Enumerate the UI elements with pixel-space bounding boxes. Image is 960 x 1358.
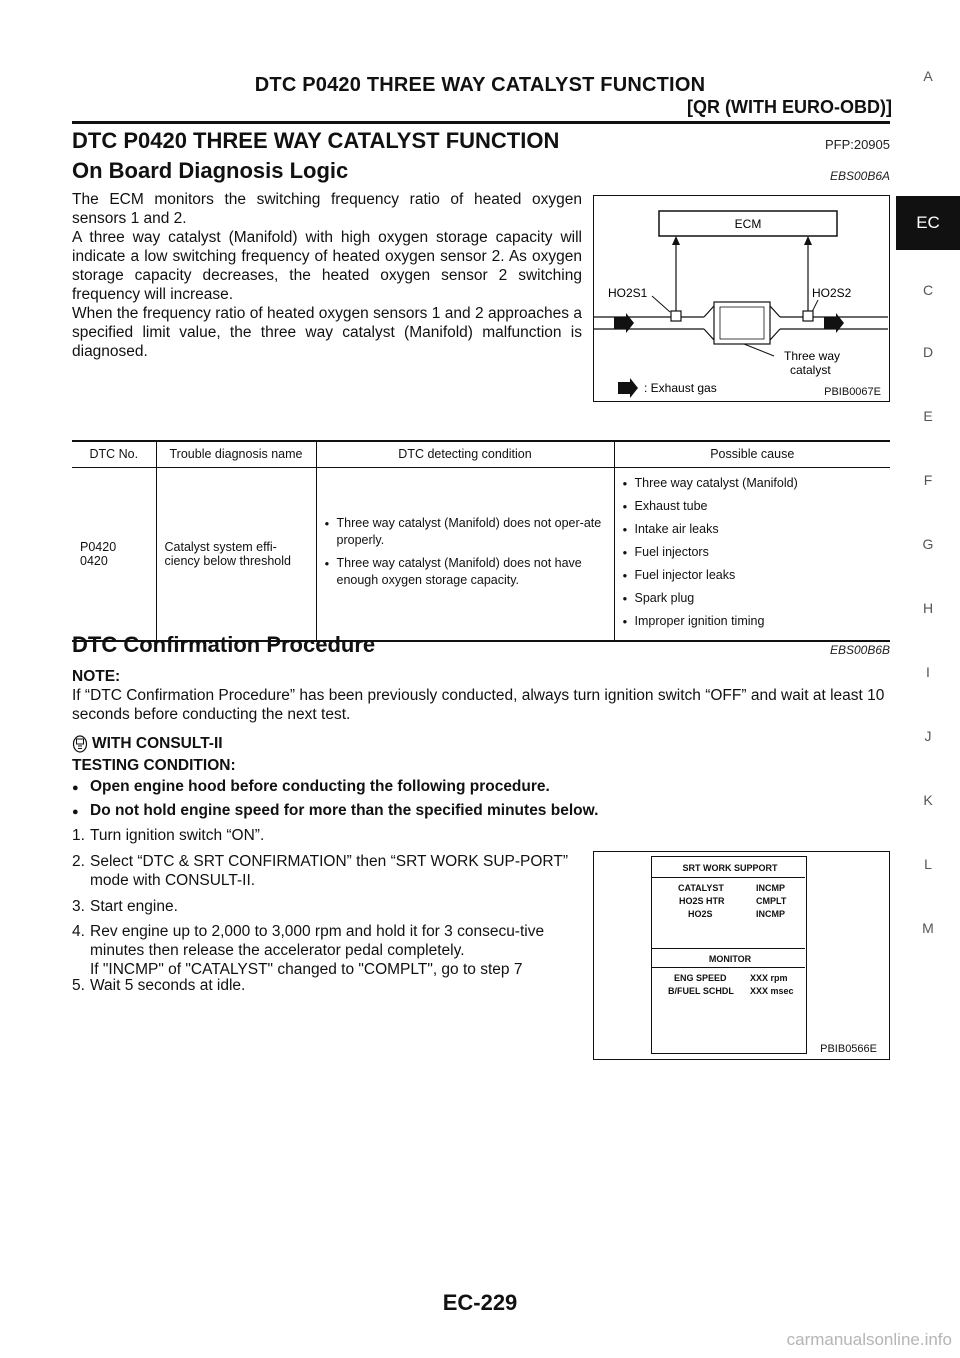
srt-item-label: CATALYST [678, 883, 724, 893]
consult-tool-icon [72, 735, 88, 753]
testing-condition-label: TESTING CONDITION: [72, 757, 236, 774]
ho2s1-arrow-icon [672, 236, 680, 245]
section-title-logic: On Board Diagnosis Logic [72, 158, 349, 183]
cause-item: ● Improper ignition timing [623, 613, 883, 630]
monitor-title: MONITOR [708, 954, 752, 964]
header-divider [72, 121, 890, 124]
step-number: 4. [72, 923, 85, 940]
procedure-step [72, 976, 582, 995]
tab-k[interactable]: K [923, 792, 933, 808]
monitor-item-label: ENG SPEED [674, 973, 727, 983]
procedure-step [72, 922, 582, 979]
condition-item: ● Three way catalyst (Manifold) does not have enough oxygen storage capacity. [325, 555, 606, 589]
section-code-main: PFP:20905 [824, 137, 890, 152]
procedure-step [72, 897, 582, 916]
ho2s1-label: HO2S1 [608, 286, 648, 300]
exhaust-diagram [593, 195, 890, 402]
logic-paragraph: When the frequency ratio of heated oxygen sensors 1 and 2 approaches a specified limit value, the three way catalyst (Manifold) malfunction is diagnosed. [72, 305, 582, 360]
step-number: 1. [72, 827, 85, 844]
condition-item: ● Three way catalyst (Manifold) does not oper-ate properly. [325, 515, 606, 549]
consult-label: WITH CONSULT-II [92, 735, 223, 752]
trouble-name-cell: Catalyst system effi-ciency below threshold [156, 467, 316, 641]
tab-i[interactable]: I [926, 664, 930, 680]
logic-paragraph: A three way catalyst (Manifold) with high oxygen storage capacity will indicate a low switching frequency of heated oxygen sensor 2. As oxygen storage capacity decreases, the heated oxygen sensor 2 switching frequency will increase. [72, 229, 582, 303]
step-extra-text: If "INCMP" of "CATALYST" changed to "COMPLT", go to step 7 [90, 961, 523, 978]
consult-heading [72, 734, 223, 753]
note-text: If “DTC Confirmation Procedure” has been previously conducted, always turn ignition switch “OFF” and wait at least 10 seconds before conducting the next test. [72, 687, 885, 723]
section-title-main: DTC P0420 THREE WAY CATALYST FUNCTION [72, 128, 560, 153]
consult-screen [651, 856, 807, 1054]
section-code-logic: EBS00B6A [829, 169, 890, 183]
tab-ec[interactable]: EC [896, 196, 960, 250]
ho2s2-arrow-icon [804, 236, 812, 245]
tab-m[interactable]: M [922, 920, 934, 936]
step-text: Wait 5 seconds at idle. [90, 977, 246, 994]
watermark: carmanualsonline.info [786, 1330, 952, 1349]
step-text: Turn ignition switch “ON”. [90, 827, 265, 844]
tab-e[interactable]: E [923, 408, 933, 424]
dtc-table [72, 440, 890, 642]
cause-item: ● Fuel injectors [623, 544, 883, 561]
step-text: Start engine. [90, 898, 178, 915]
logic-paragraph: The ECM monitors the switching frequency ratio of heated oxygen sensors 1 and 2. [72, 191, 582, 227]
srt-item-value: INCMP [756, 909, 785, 919]
tab-a[interactable]: A [923, 68, 933, 84]
ho2s2-label: HO2S2 [812, 286, 852, 300]
page-number: EC-229 [442, 1290, 518, 1315]
cause-cell [614, 467, 890, 641]
tab-c[interactable]: C [922, 282, 934, 298]
tab-l[interactable]: L [924, 856, 932, 872]
table-header: DTC detecting condition [316, 441, 614, 467]
testing-condition-item: ● Open engine hood before conducting the following procedure. [72, 778, 550, 795]
table-row [72, 467, 890, 641]
testing-condition-text: Do not hold engine speed for more than the specified minutes below. [90, 802, 599, 819]
catalyst-body [714, 302, 770, 344]
table-header: Possible cause [614, 441, 890, 467]
figure-code: PBIB0067E [824, 386, 881, 398]
step-text: Rev engine up to 2,000 to 3,000 rpm and hold it for 3 consecu-tive minutes then release the accelerator pedal completely. [90, 923, 545, 959]
srt-item-label: HO2S [688, 909, 713, 919]
ho2s2-sensor-icon [803, 311, 813, 321]
step-number: 3. [72, 898, 85, 915]
srt-item-value: INCMP [756, 883, 785, 893]
tab-d[interactable]: D [922, 344, 934, 360]
flow-arrow-icon [614, 313, 634, 333]
dtc-number: 0420 [80, 553, 108, 568]
procedure-step [72, 852, 582, 890]
ho2s1-sensor-icon [671, 311, 681, 321]
cause-item: ● Intake air leaks [623, 521, 883, 538]
tab-h[interactable]: H [922, 600, 934, 616]
cause-item: ● Exhaust tube [623, 498, 883, 515]
flow-arrow-icon [824, 313, 844, 333]
dtc-number: P0420 [80, 539, 117, 554]
tab-f[interactable]: F [923, 472, 933, 488]
monitor-item-value: XXX rpm [750, 973, 788, 983]
catalyst-label-1: Three way [784, 349, 841, 363]
legend-label: : Exhaust gas [644, 381, 717, 395]
page-header-subtitle: [QR (WITH EURO-OBD)] [687, 97, 892, 117]
tab-j[interactable]: J [924, 728, 932, 744]
table-header: Trouble diagnosis name [156, 441, 316, 467]
section-code-confirmation: EBS00B6B [829, 643, 890, 657]
srt-item-value: CMPLT [756, 896, 787, 906]
testing-condition-item: ● Do not hold engine speed for more than the specified minutes below. [72, 802, 599, 819]
step-text: Select “DTC & SRT CONFIRMATION” then “SRT WORK SUP-PORT” mode with CONSULT-II. [90, 853, 568, 889]
monitor-item-value: XXX msec [750, 986, 794, 996]
condition-cell [316, 467, 614, 641]
srt-item-label: HO2S HTR [679, 896, 725, 906]
step-number: 2. [72, 853, 85, 870]
figure-code: PBIB0566E [820, 1043, 877, 1055]
step-number: 5. [72, 977, 85, 994]
cause-item: ● Three way catalyst (Manifold) [623, 475, 883, 492]
exhaust-diagram-svg [594, 196, 888, 400]
table-header: DTC No. [72, 441, 156, 467]
tab-g[interactable]: G [922, 536, 934, 552]
testing-condition-text: Open engine hood before conducting the following procedure. [90, 778, 550, 795]
cause-item: ● Fuel injector leaks [623, 567, 883, 584]
page-header-title: DTC P0420 THREE WAY CATALYST FUNCTION [254, 74, 706, 96]
ecm-label: ECM [734, 217, 762, 231]
dtc-number-cell [72, 467, 156, 641]
monitor-item-label: B/FUEL SCHDL [668, 986, 734, 996]
srt-title: SRT WORK SUPPORT [682, 863, 778, 873]
catalyst-label-2: catalyst [790, 363, 831, 377]
procedure-step [72, 826, 582, 845]
logic-description [72, 190, 582, 361]
section-title-confirmation: DTC Confirmation Procedure [72, 632, 376, 657]
legend-arrow-icon [618, 378, 638, 398]
note-label: NOTE: [72, 668, 121, 685]
cause-item: ● Spark plug [623, 590, 883, 607]
